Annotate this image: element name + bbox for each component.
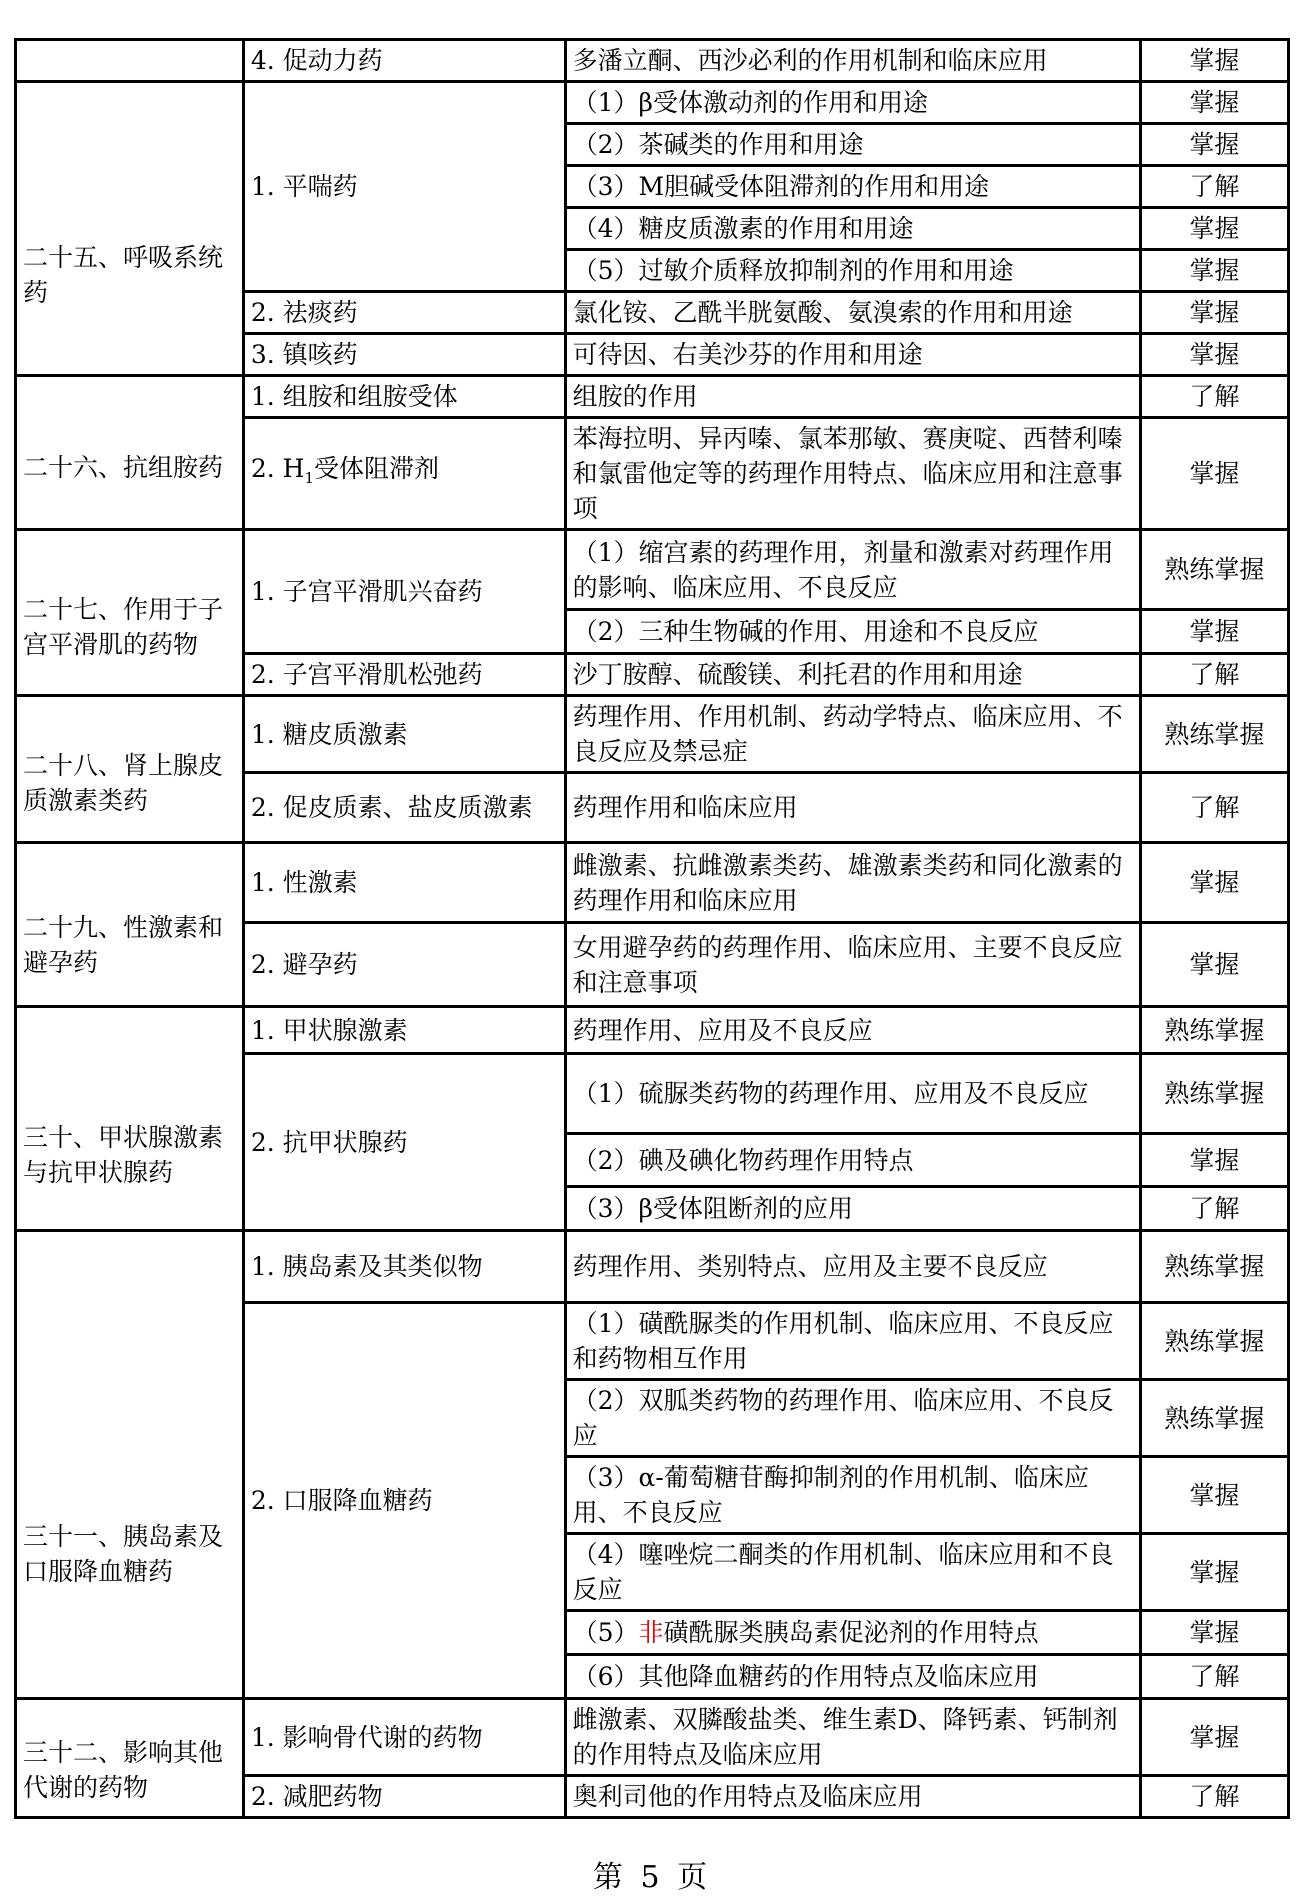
level-cell: 掌握 — [1140, 1457, 1288, 1534]
content-cell: （3）α-葡萄糖苷酶抑制剂的作用机制、临床应用、不良反应 — [565, 1457, 1140, 1534]
level-cell: 了解 — [1140, 773, 1288, 843]
content-cell: 雌激素、双膦酸盐类、维生素D、降钙素、钙制剂的作用特点及临床应用 — [565, 1699, 1140, 1776]
subtopic-cell: 2. 促皮质素、盐皮质激素 — [243, 773, 565, 843]
level-cell: 了解 — [1140, 1776, 1288, 1818]
level-cell: 掌握 — [1140, 843, 1288, 923]
subtopic-cell: 1. 糖皮质激素 — [243, 696, 565, 773]
table-row — [16, 843, 1289, 923]
level-cell: 掌握 — [1140, 250, 1288, 292]
content-cell: 女用避孕药的药理作用、临床应用、主要不良反应和注意事项 — [565, 923, 1140, 1007]
content-cell: （4）噻唑烷二酮类的作用机制、临床应用和不良反应 — [565, 1534, 1140, 1611]
category-label: 二十八、肾上腺皮质激素类药 — [23, 751, 224, 815]
content-cell: （3）M胆碱受体阻滞剂的作用和用途 — [565, 166, 1140, 208]
content-cell: （2）三种生物碱的作用、用途和不良反应 — [565, 610, 1140, 654]
level-cell: 熟练掌握 — [1140, 1303, 1288, 1380]
content-cell: （5）过敏介质释放抑制剂的作用和用途 — [565, 250, 1140, 292]
level-cell: 熟练掌握 — [1140, 1054, 1288, 1134]
syllabus-table — [14, 38, 1290, 1819]
category-label: 二十五、呼吸系统药 — [23, 242, 224, 307]
level-cell: 掌握 — [1140, 1534, 1288, 1611]
content-cell: 雌激素、抗雌激素类药、雄激素类药和同化激素的药理作用和临床应用 — [565, 843, 1140, 923]
subtopic-label: 受体阻滞剂 — [313, 454, 439, 483]
content-cell: 苯海拉明、异丙嗪、氯苯那敏、赛庚啶、西替利嗪和氯雷他定等的药理作用特点、临床应用和注意事项 — [565, 418, 1140, 530]
subtopic-cell: 1. 影响骨代谢的药物 — [243, 1699, 565, 1776]
subtopic-cell: 2. 减肥药物 — [243, 1776, 565, 1818]
content-cell: （6）其他降血糖药的作用特点及临床应用 — [565, 1655, 1140, 1699]
content-cell: 药理作用和临床应用 — [565, 773, 1140, 843]
content-cell: 沙丁胺醇、硫酸镁、利托君的作用和用途 — [565, 654, 1140, 696]
subtopic-cell: 2. 子宫平滑肌松弛药 — [243, 654, 565, 696]
subscript: 1 — [304, 469, 314, 487]
category-label: 三十一、胰岛素及口服降血糖药 — [23, 1521, 224, 1586]
content-text: 磺酰脲类胰岛素促泌剂的作用特点 — [663, 1618, 1039, 1647]
category-cell — [16, 1231, 244, 1699]
content-cell: （1）硫脲类药物的药理作用、应用及不良反应 — [565, 1054, 1140, 1134]
category-label: 二十六、抗组胺药 — [23, 453, 224, 482]
level-cell: 掌握 — [1140, 82, 1288, 124]
level-cell: 掌握 — [1140, 1611, 1288, 1655]
content-cell: （2）双胍类药物的药理作用、临床应用、不良反应 — [565, 1380, 1140, 1457]
content-cell: 药理作用、应用及不良反应 — [565, 1007, 1140, 1054]
subtopic-cell: 4. 促动力药 — [243, 40, 565, 82]
level-cell: 了解 — [1140, 376, 1288, 418]
category-cell — [16, 696, 244, 843]
table-row — [16, 530, 1289, 610]
subtopic-cell — [243, 418, 565, 530]
table-row — [16, 82, 1289, 124]
level-cell: 掌握 — [1140, 40, 1288, 82]
content-cell: 组胺的作用 — [565, 376, 1140, 418]
category-cell — [16, 1699, 244, 1818]
table-row — [16, 1231, 1289, 1303]
subtopic-label: 2. H — [250, 454, 305, 483]
level-cell: 熟练掌握 — [1140, 1007, 1288, 1054]
page-number: 第 5 页 — [592, 1860, 712, 1895]
subtopic-cell: 2. 避孕药 — [243, 923, 565, 1007]
content-cell: （1）磺酰脲类的作用机制、临床应用、不良反应和药物相互作用 — [565, 1303, 1140, 1380]
content-cell: （3）β受体阻断剂的应用 — [565, 1187, 1140, 1231]
subtopic-cell: 2. 抗甲状腺药 — [243, 1054, 565, 1231]
table-row — [16, 40, 1289, 82]
level-cell: 掌握 — [1140, 124, 1288, 166]
content-cell: （2）碘及碘化物药理作用特点 — [565, 1134, 1140, 1187]
level-cell: 掌握 — [1140, 292, 1288, 334]
content-cell: 奥利司他的作用特点及临床应用 — [565, 1776, 1140, 1818]
level-cell: 熟练掌握 — [1140, 696, 1288, 773]
level-cell: 掌握 — [1140, 334, 1288, 376]
subtopic-cell: 3. 镇咳药 — [243, 334, 565, 376]
content-cell: 药理作用、类别特点、应用及主要不良反应 — [565, 1231, 1140, 1303]
category-cell — [16, 843, 244, 1007]
level-cell: 掌握 — [1140, 1699, 1288, 1776]
category-label: 二十七、作用于子宫平滑肌的药物 — [23, 594, 224, 659]
level-cell: 了解 — [1140, 1655, 1288, 1699]
subtopic-cell: 2. 口服降血糖药 — [243, 1303, 565, 1699]
category-label: 三十二、影响其他代谢的药物 — [23, 1738, 224, 1802]
table-row — [16, 696, 1289, 773]
subtopic-cell: 1. 胰岛素及其类似物 — [243, 1231, 565, 1303]
level-cell: 了解 — [1140, 1187, 1288, 1231]
content-cell: （2）茶碱类的作用和用途 — [565, 124, 1140, 166]
category-cell — [16, 376, 244, 530]
subtopic-cell: 1. 组胺和组胺受体 — [243, 376, 565, 418]
level-cell: 了解 — [1140, 654, 1288, 696]
table-row — [16, 376, 1289, 418]
content-cell: 氯化铵、乙酰半胱氨酸、氨溴索的作用和用途 — [565, 292, 1140, 334]
level-cell: 掌握 — [1140, 208, 1288, 250]
subtopic-cell: 1. 平喘药 — [243, 82, 565, 292]
highlight-text: 非 — [638, 1618, 664, 1647]
category-cell — [16, 82, 244, 376]
level-cell: 熟练掌握 — [1140, 530, 1288, 610]
category-cell — [16, 40, 244, 82]
level-cell: 掌握 — [1140, 418, 1288, 530]
subtopic-cell: 1. 子宫平滑肌兴奋药 — [243, 530, 565, 654]
content-text: （5） — [572, 1618, 639, 1647]
level-cell: 掌握 — [1140, 1134, 1288, 1187]
level-cell: 掌握 — [1140, 610, 1288, 654]
subtopic-cell: 1. 性激素 — [243, 843, 565, 923]
content-cell: （1）缩宫素的药理作用，剂量和激素对药理作用的影响、临床应用、不良反应 — [565, 530, 1140, 610]
level-cell: 熟练掌握 — [1140, 1231, 1288, 1303]
category-label: 二十九、性激素和避孕药 — [23, 912, 224, 977]
category-cell — [16, 1007, 244, 1231]
level-cell: 掌握 — [1140, 923, 1288, 1007]
level-cell: 熟练掌握 — [1140, 1380, 1288, 1457]
content-cell: （1）β受体激动剂的作用和用途 — [565, 82, 1140, 124]
content-cell: 多潘立酮、西沙必利的作用机制和临床应用 — [565, 40, 1140, 82]
content-cell: 可待因、右美沙芬的作用和用途 — [565, 334, 1140, 376]
table-row — [16, 1007, 1289, 1054]
content-cell — [565, 1611, 1140, 1655]
category-label: 三十、甲状腺激素与抗甲状腺药 — [23, 1122, 224, 1187]
subtopic-cell: 1. 甲状腺激素 — [243, 1007, 565, 1054]
content-cell: 药理作用、作用机制、药动学特点、临床应用、不良反应及禁忌症 — [565, 696, 1140, 773]
content-cell: （4）糖皮质激素的作用和用途 — [565, 208, 1140, 250]
level-cell: 了解 — [1140, 166, 1288, 208]
table-row — [16, 1699, 1289, 1776]
category-cell — [16, 530, 244, 696]
subtopic-cell: 2. 祛痰药 — [243, 292, 565, 334]
